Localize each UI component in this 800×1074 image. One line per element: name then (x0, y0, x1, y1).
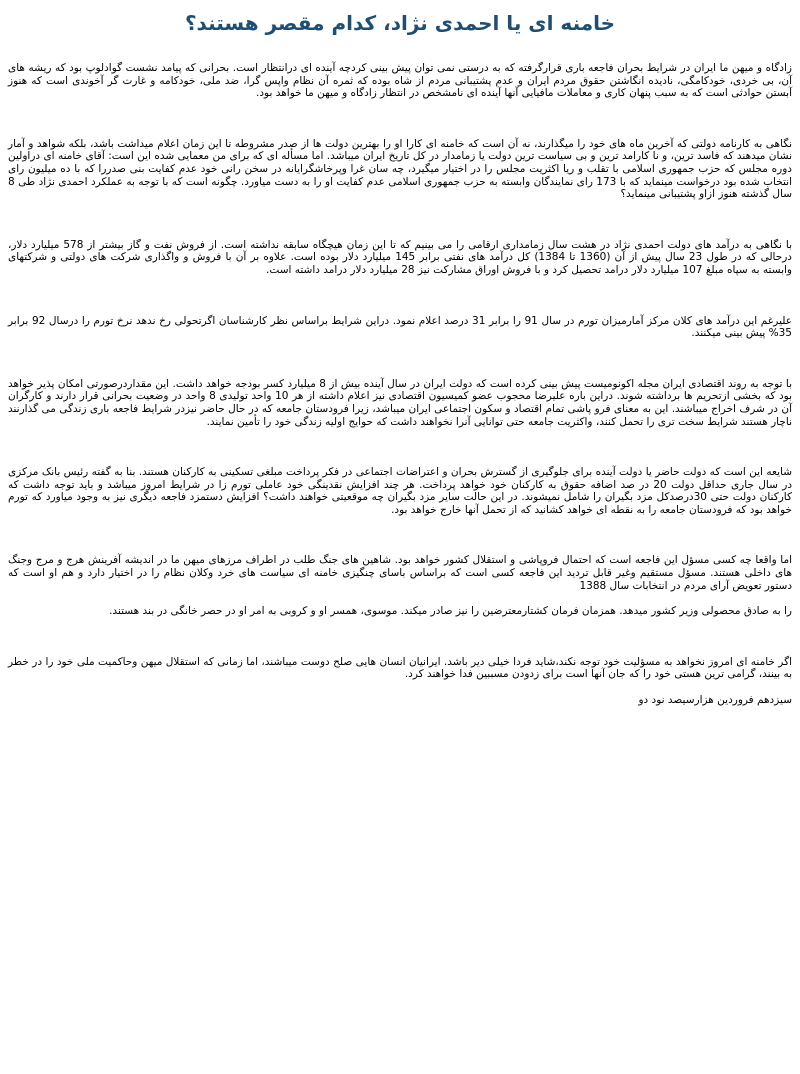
article-date: سیزدهم فروردین هزارسیصد نود دو (638, 694, 792, 707)
paragraph-warning: اگر خامنه ای امروز نخواهد به مسؤلیت خود توجه نکند،شاید فردا خیلی دیر باشد. ایرانیان انسان هایی صلح دوست میباشند، اما زمانی که استقلال میهن وحاکمیت ملی خود را در خطر به بینند، گرامی ترین هستی خود را که جان آنها است برای زدودن مسببین فدا خواهند کرد. (8, 655, 792, 681)
paragraph-spacer (8, 201, 792, 239)
paragraph-spacer (8, 618, 792, 656)
article-body (8, 62, 792, 707)
paragraph-responsibility-cont: را به صادق محصولی وزیر کشور میدهد. همزمان فرمان کشتارمعترضین را نیز صادر میکند. موسوی، همسر او و کروبی به امر او در حصر خانگی در بند هستند. (109, 605, 792, 618)
paragraph-spacer (8, 340, 792, 378)
paragraph-wages: شایعه این است که دولت حاضر یا دولت آینده برای جلوگیری از گسترش بحران و اعتراضات اجتماعی در فکر پرداخت مبلغی تسکینی به کارکنان هستند. بنا به گفته رئیس بانک مرکزی در سال جاری حداقل دولت 20 در صد اضافه حقوق به کارکنان خود خواهد پرداخت. هر چند افزایش نقدینگی خود عاملی تورم زا در شرایط امروز میباشد و باید توجه داشت که کارکنان دولت حتی 30درصدکل مزد بگیران را شامل نمیشوند. در این حالت سایر مزد بگیران چه موقعیتی خواهند داشت؟ افزایش دستمزد فاجعه دیگری نیز به وجود میاورد که تورم خواهد بود که فرودستان جامعه را به نقطه ای خواهد کشانید که از تحمل آنها خارج خواهد بود. (8, 466, 793, 516)
paragraph-spacer (8, 516, 792, 554)
paragraph-economy: با توجه به روند اقتصادی ایران مجله اکونومیست پیش بینی کرده است که دولت ایران در سال آینده بیش از 8 میلیارد کسر بودجه خواهد داشت. این مقداردرصورتی امکان پذیر خواهد بود که بخشی ازتحریم ها برداشته شوند. دراین باره علیرضا محجوب عضو کمیسیون اقتصادی نیز اعلام داشته از هر 10 واحد تولیدی 8 واحد در وضعیت بحرانی قرار دارند و کارگران آن در شرف اخراج میباشند. این به معنای فرو پاشی تمام اقتصاد و سکون اجتماعی ایران میباشد، زیرا فرودستان جامعه که در حال حاضر نیزدر شرایط فاجعه باری زندگی می گذارنند ناچار هستند شرایط سخت تری را تحمل کنند، واکثریت جامعه حتی توانایی آنرا نخواهند داشت که حوایج اولیه زندگی خود را تأمین نمایند. (8, 377, 792, 428)
paragraph-revenues: با نگاهی به درآمد های دولت احمدی نژاد در هشت سال زمامداری ارقامی را می بینیم که تا این زمان هیچگاه سابقه نداشته است. از فروش نفت و گاز بیشتر از 578 میلیارد دلار، درحالی که در طول 23 سال پیش از آن (1360 تا 1384) کل درآمد های نفتی برابر 145 میلیارد دلار بوده است. علاوه بر آن با فروش و واگذاری شرکت های دولتی و شرکتهای وابسته به سپاه مبلغ 107 میلیارد دلار درامد تحصیل کرد و با فروش اوراق مشارکت نیز 28 میلیارد دلار درامد داشته است. (8, 238, 792, 276)
page-title: خامنه ای یا احمدی نژاد، کدام مقصر هستند؟ (184, 11, 616, 35)
paragraph-intro: زادگاه و میهن ما ایران در شرایط بحران فاجعه باری قرارگرفته که به درستی نمی توان پیش بینی کردچه آینده ای درانتظار است. بحرانی که پیامد نشست گوادلوپ بود که ریشه های آن، بی خردی، خودکامگی، نادیده انگاشتن حقوق مردم ایران و عدم پشتیبانی مردم از شاه بوده که ثمره آن نظام واپس گرا، ضد ملی، خودکامه و غارت گر آخوندی است که هنوز آبستن حوادثی است که به سبب پنهان کاری و معاملات مافیایی آنها آینده ای نامشخص در انتظار زادگاه و میهن ما خواهد بود. (8, 62, 792, 100)
paragraph-spacer (8, 277, 792, 315)
paragraph-spacer (8, 681, 792, 694)
paragraph-spacer (8, 100, 792, 138)
paragraph-spacer (8, 592, 792, 605)
paragraph-government-record: نگاهی به کارنامه دولتی که آخرین ماه های خود را میگذارند، نه آن است که خامنه ای کارا او را بهترین دولت ها از صدر مشروطه تا این زمان اعلام میداشت باشد، بلکه شواهد و آمار نشان میدهند که فاسد ترین، و نا کارامد ترین و بی سیاست ترین دولت یا زمامدار در کل تاریخ ایران میباشد. اما مسأله ای که برای من معمایی شده این است: آقای خامنه ای دراولین دوره مجلس که حزب جمهوری اسلامی با تقلب و ریا اکثریت مجلس را در اختیار میگیرد، چه سان غرا وپرخاشگرایانه در سخن رانی خود عدم کفایت بنی صدررا که با ده میلیون رای انتخاب شده بود درخواست مینماید که با 173 رای نمایندگان وابسته به حزب جمهوری اسلامی عدم کفایت او را به دست میاورد. چگونه است که با توجه به عملکرد احمدی نژاد طی 8 سال گذشته هنوز ازاو پشتیبانی مینماید؟ (8, 137, 792, 201)
paragraph-spacer (8, 428, 792, 466)
paragraph-inflation: علیرغم این درآمد های کلان مرکز آمارمیزان تورم در سال 91 را برابر 31 درصد اعلام نمود. دراین شرایط براساس نظر کارشناسان اگرتحولی رخ ندهد نرخ تورم را درسال 92 برابر 35% پیش بینی میکنند. (8, 314, 792, 340)
paragraph-responsibility: اما واقعا چه کسی مسؤل این فاجعه است که احتمال فروپاشی و استقلال کشور خواهد بود. شاهین های جنگ طلب در اطراف مرزهای میهن ما در اندیشه آفرینش هرج و مرج وجنگ های داخلی هستند. مسؤل مستقیم وغیر قابل تردید این فاجعه کسی است که براساس باسای چنگیزی خامنه ای سیاست های خرد وکلان نظام را در اختیار دارد و هم او است که دستور تعویض آرای مردم در انتخابات سال 1388 (8, 554, 792, 592)
